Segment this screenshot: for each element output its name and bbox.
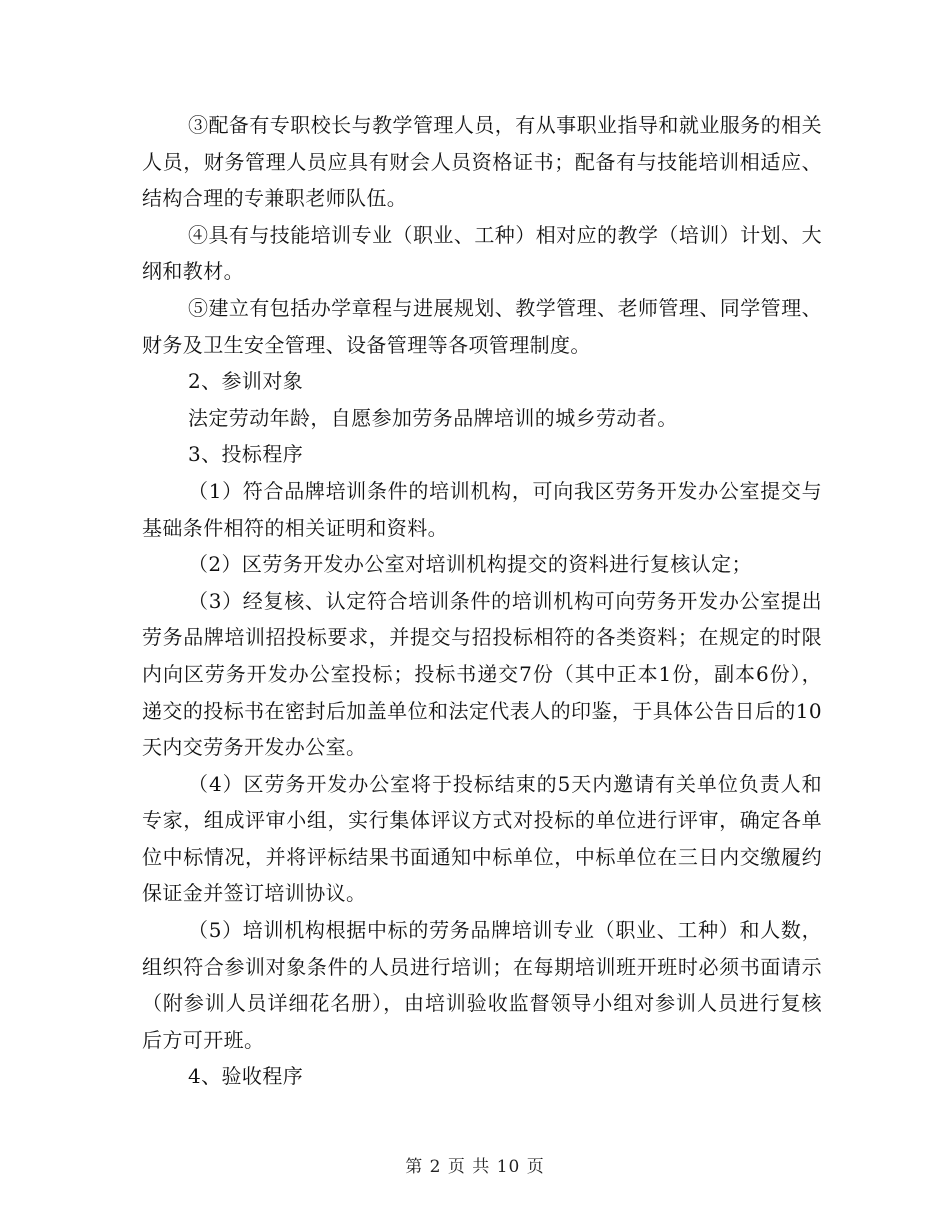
section-heading-trainees: 2、参训对象 (188, 369, 304, 394)
section-heading-acceptance: 4、验收程序 (188, 1064, 304, 1089)
document-body (142, 107, 822, 1095)
section-heading-bidding: 3、投标程序 (188, 442, 304, 467)
paragraph-trainees: 法定劳动年龄，自愿参加劳务品牌培训的城乡劳动者。 (188, 405, 678, 430)
page-number-footer: 第 2 页 共 10 页 (405, 1157, 545, 1177)
paragraph-bidding-step-1: （1）符合品牌培训条件的培训机构，可向我区劳务开发办公室提交与基础条件相符的相关证明和资料。 (142, 478, 822, 540)
paragraph-staffing: ③配备有专职校长与教学管理人员，有从事职业指导和就业服务的相关人员，财务管理人员应具有财会人员资格证书；配备有与技能培训相适应、结构合理的专兼职老师队伍。 (142, 113, 822, 211)
paragraph-bidding-step-4: （4）区劳务开发办公室将于投标结束的5天内邀请有关单位负责人和专家，组成评审小组，实行集体评议方式对投标的单位进行评审，确定各单位中标情况，并将评标结果书面通知中标单位，中标单位在三日内交缴履约保证金并签订培训协议。 (142, 771, 822, 906)
paragraph-bidding-step-5: （5）培训机构根据中标的劳务品牌培训专业（职业、工种）和人数，组织符合参训对象条件的人员进行培训；在每期培训班开班时必须书面请示（附参训人员详细花名册），由培训验收监督领导小组对参训人员进行复核后方可开班。 (142, 918, 822, 1052)
paragraph-bidding-step-3: （3）经复核、认定符合培训条件的培训机构可向劳务开发办公室提出劳务品牌培训招投标要求，并提交与招投标相符的各类资料；在规定的时限内向区劳务开发办公室投标；投标书递交7份（其中正本1份，副本6份），递交的投标书在密封后加盖单位和法定代表人的印鉴，于具体公告日后的10天内交劳务开发办公室。 (142, 588, 822, 760)
paragraph-curriculum: ④具有与技能培训专业（职业、工种）相对应的教学（培训）计划、大纲和教材。 (142, 222, 822, 284)
paragraph-management-rules: ⑤建立有包括办学章程与进展规划、教学管理、老师管理、同学管理、财务及卫生安全管理、设备管理等各项管理制度。 (142, 295, 822, 357)
paragraph-bidding-step-2: （2）区劳务开发办公室对培训机构提交的资料进行复核认定； (188, 552, 752, 577)
